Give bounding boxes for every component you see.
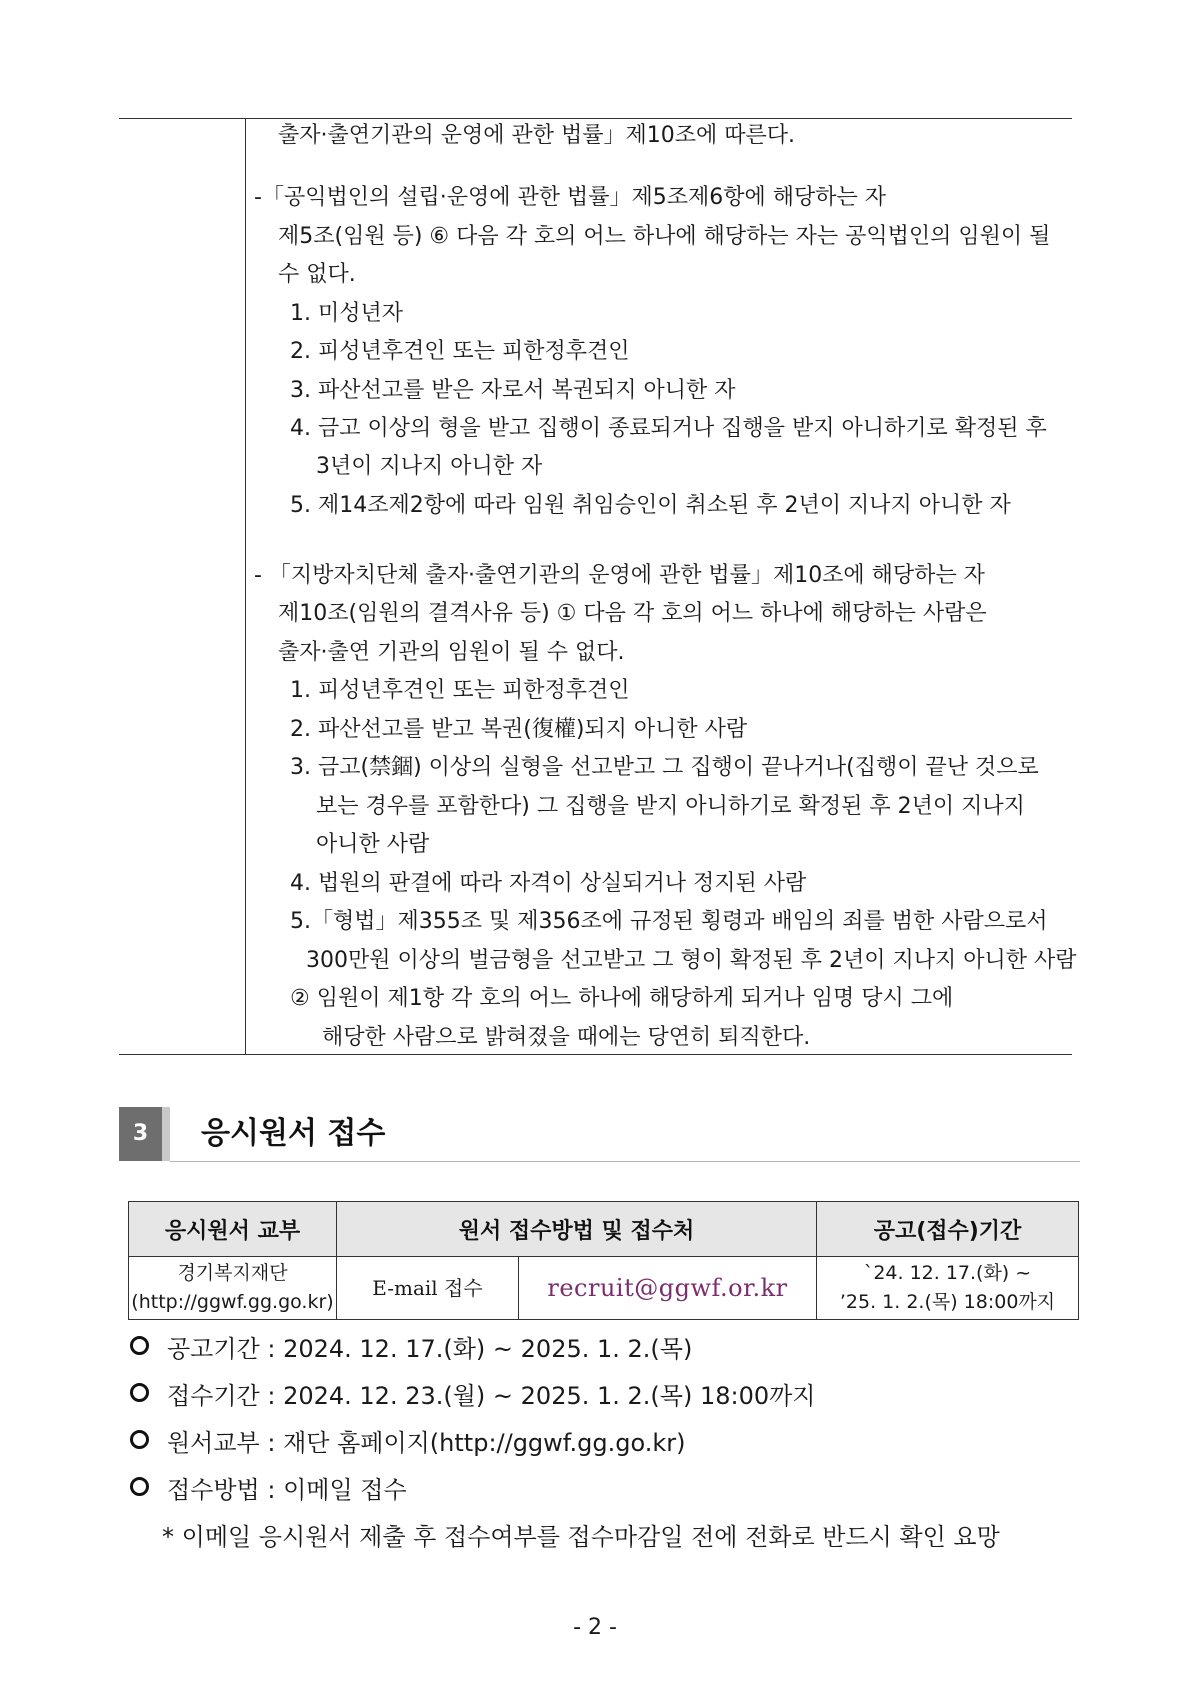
qual-line: 3. 파산선고를 받은 자로서 복권되지 아니한 자 <box>290 378 736 403</box>
email-cell <box>519 1257 817 1320</box>
qual-line: 1. 미성년자 <box>290 301 403 326</box>
qual-line: - 「지방자치단체 출자·출연기관의 운영에 관한 법률」제10조에 해당하는 자 <box>254 563 985 588</box>
section-number-edge <box>162 1107 170 1161</box>
period-cell <box>817 1257 1079 1320</box>
section-header <box>119 1107 1080 1162</box>
qual-line: 4. 법원의 판결에 따라 자격이 상실되거나 정지된 사람 <box>290 871 807 896</box>
issuer-cell <box>129 1257 337 1320</box>
qual-line: ② 임원이 제1항 각 호의 어느 하나에 해당하게 되거나 임명 당시 그에 <box>290 986 954 1011</box>
bullet-text: 접수기간 : 2024. 12. 23.(월) ~ 2025. 1. 2.(목) 18:00까지 <box>167 1382 816 1410</box>
bullet-text: 원서교부 : 재단 홈페이지(http://ggwf.gg.go.kr) <box>167 1429 686 1457</box>
method-cell: E-mail 접수 <box>337 1257 519 1320</box>
email-link[interactable]: recruit@ggwf.or.kr <box>547 1273 788 1302</box>
circle-bullet-icon <box>130 1336 149 1355</box>
issuer-url[interactable]: (http://ggwf.gg.go.kr) <box>131 1291 334 1313</box>
qual-line: 3. 금고(禁錮) 이상의 실형을 선고받고 그 집행이 끝나거나(집행이 끝난 것으로 <box>290 755 1039 780</box>
qual-line: 출자·출연 기관의 임원이 될 수 없다. <box>278 640 625 665</box>
header-method: 원서 접수방법 및 접수처 <box>337 1202 817 1257</box>
qual-line: 수 없다. <box>278 262 356 287</box>
box-column-divider <box>245 118 246 1055</box>
note-text: * 이메일 응시원서 제출 후 접수여부를 접수마감일 전에 전화로 반드시 확인 요망 <box>162 1523 1000 1551</box>
section-title: 응시원서 접수 <box>201 1116 386 1151</box>
qual-line: 4. 금고 이상의 형을 받고 집행이 종료되거나 집행을 받지 아니하기로 확정된 후 <box>290 416 1047 441</box>
header-issuer: 응시원서 교부 <box>129 1202 337 1257</box>
qual-line: 5. 제14조제2항에 따라 임원 취임승인이 취소된 후 2년이 지나지 아니한 자 <box>290 493 1011 518</box>
circle-bullet-icon <box>130 1477 149 1496</box>
box-bottom-border <box>119 1054 1072 1055</box>
section-underline <box>170 1161 1080 1162</box>
qual-line: 5.「형법」제355조 및 제356조에 규정된 횡령과 배임의 죄를 범한 사람으로서 <box>290 909 1048 934</box>
section-number: 3 <box>119 1107 162 1161</box>
period-start: `24. 12. 17.(화) ~ <box>863 1262 1032 1284</box>
page-number: - 2 - <box>573 1615 617 1640</box>
qual-line: 3년이 지나지 아니한 자 <box>316 454 543 479</box>
application-table <box>128 1201 1079 1320</box>
box-top-border <box>119 118 1072 119</box>
bullet-item <box>130 1426 685 1460</box>
qual-line: -「공익법인의 설립·운영에 관한 법률」제5조제6항에 해당하는 자 <box>254 185 886 210</box>
qual-line: 2. 피성년후견인 또는 피한정후견인 <box>290 339 630 364</box>
period-end: ’25. 1. 2.(목) 18:00까지 <box>839 1291 1056 1313</box>
circle-bullet-icon <box>130 1383 149 1402</box>
table-row <box>129 1257 1079 1320</box>
qual-line: 2. 파산선고를 받고 복권(復權)되지 아니한 사람 <box>290 717 748 742</box>
table-header-row <box>129 1202 1079 1257</box>
bullet-item <box>130 1473 407 1507</box>
qual-line: 1. 피성년후견인 또는 피한정후견인 <box>290 678 630 703</box>
header-period: 공고(접수)기간 <box>817 1202 1079 1257</box>
bullet-item <box>130 1332 692 1366</box>
bullet-text: 접수방법 : 이메일 접수 <box>167 1476 407 1504</box>
qual-line: 제10조(임원의 결격사유 등) ① 다음 각 호의 어느 하나에 해당하는 사람은 <box>278 601 987 626</box>
qual-line: 제5조(임원 등) ⑥ 다음 각 호의 어느 하나에 해당하는 자는 공익법인의 임원이 될 <box>278 224 1051 249</box>
issuer-name: 경기복지재단 <box>177 1262 288 1284</box>
circle-bullet-icon <box>130 1430 149 1449</box>
bullet-item <box>130 1379 816 1413</box>
bullet-text: 공고기간 : 2024. 12. 17.(화) ~ 2025. 1. 2.(목) <box>167 1335 693 1363</box>
qual-line: 아니한 사람 <box>316 832 430 857</box>
qual-line: 보는 경우를 포함한다) 그 집행을 받지 아니하기로 확정된 후 2년이 지나지 <box>316 794 1025 819</box>
qual-line: 해당한 사람으로 밝혀졌을 때에는 당연히 퇴직한다. <box>322 1025 811 1050</box>
qual-line: 출자·출연기관의 운영에 관한 법률」제10조에 따른다. <box>278 123 795 148</box>
qual-line: 300만원 이상의 벌금형을 선고받고 그 형이 확정된 후 2년이 지나지 아니한 사람 <box>306 948 1077 973</box>
